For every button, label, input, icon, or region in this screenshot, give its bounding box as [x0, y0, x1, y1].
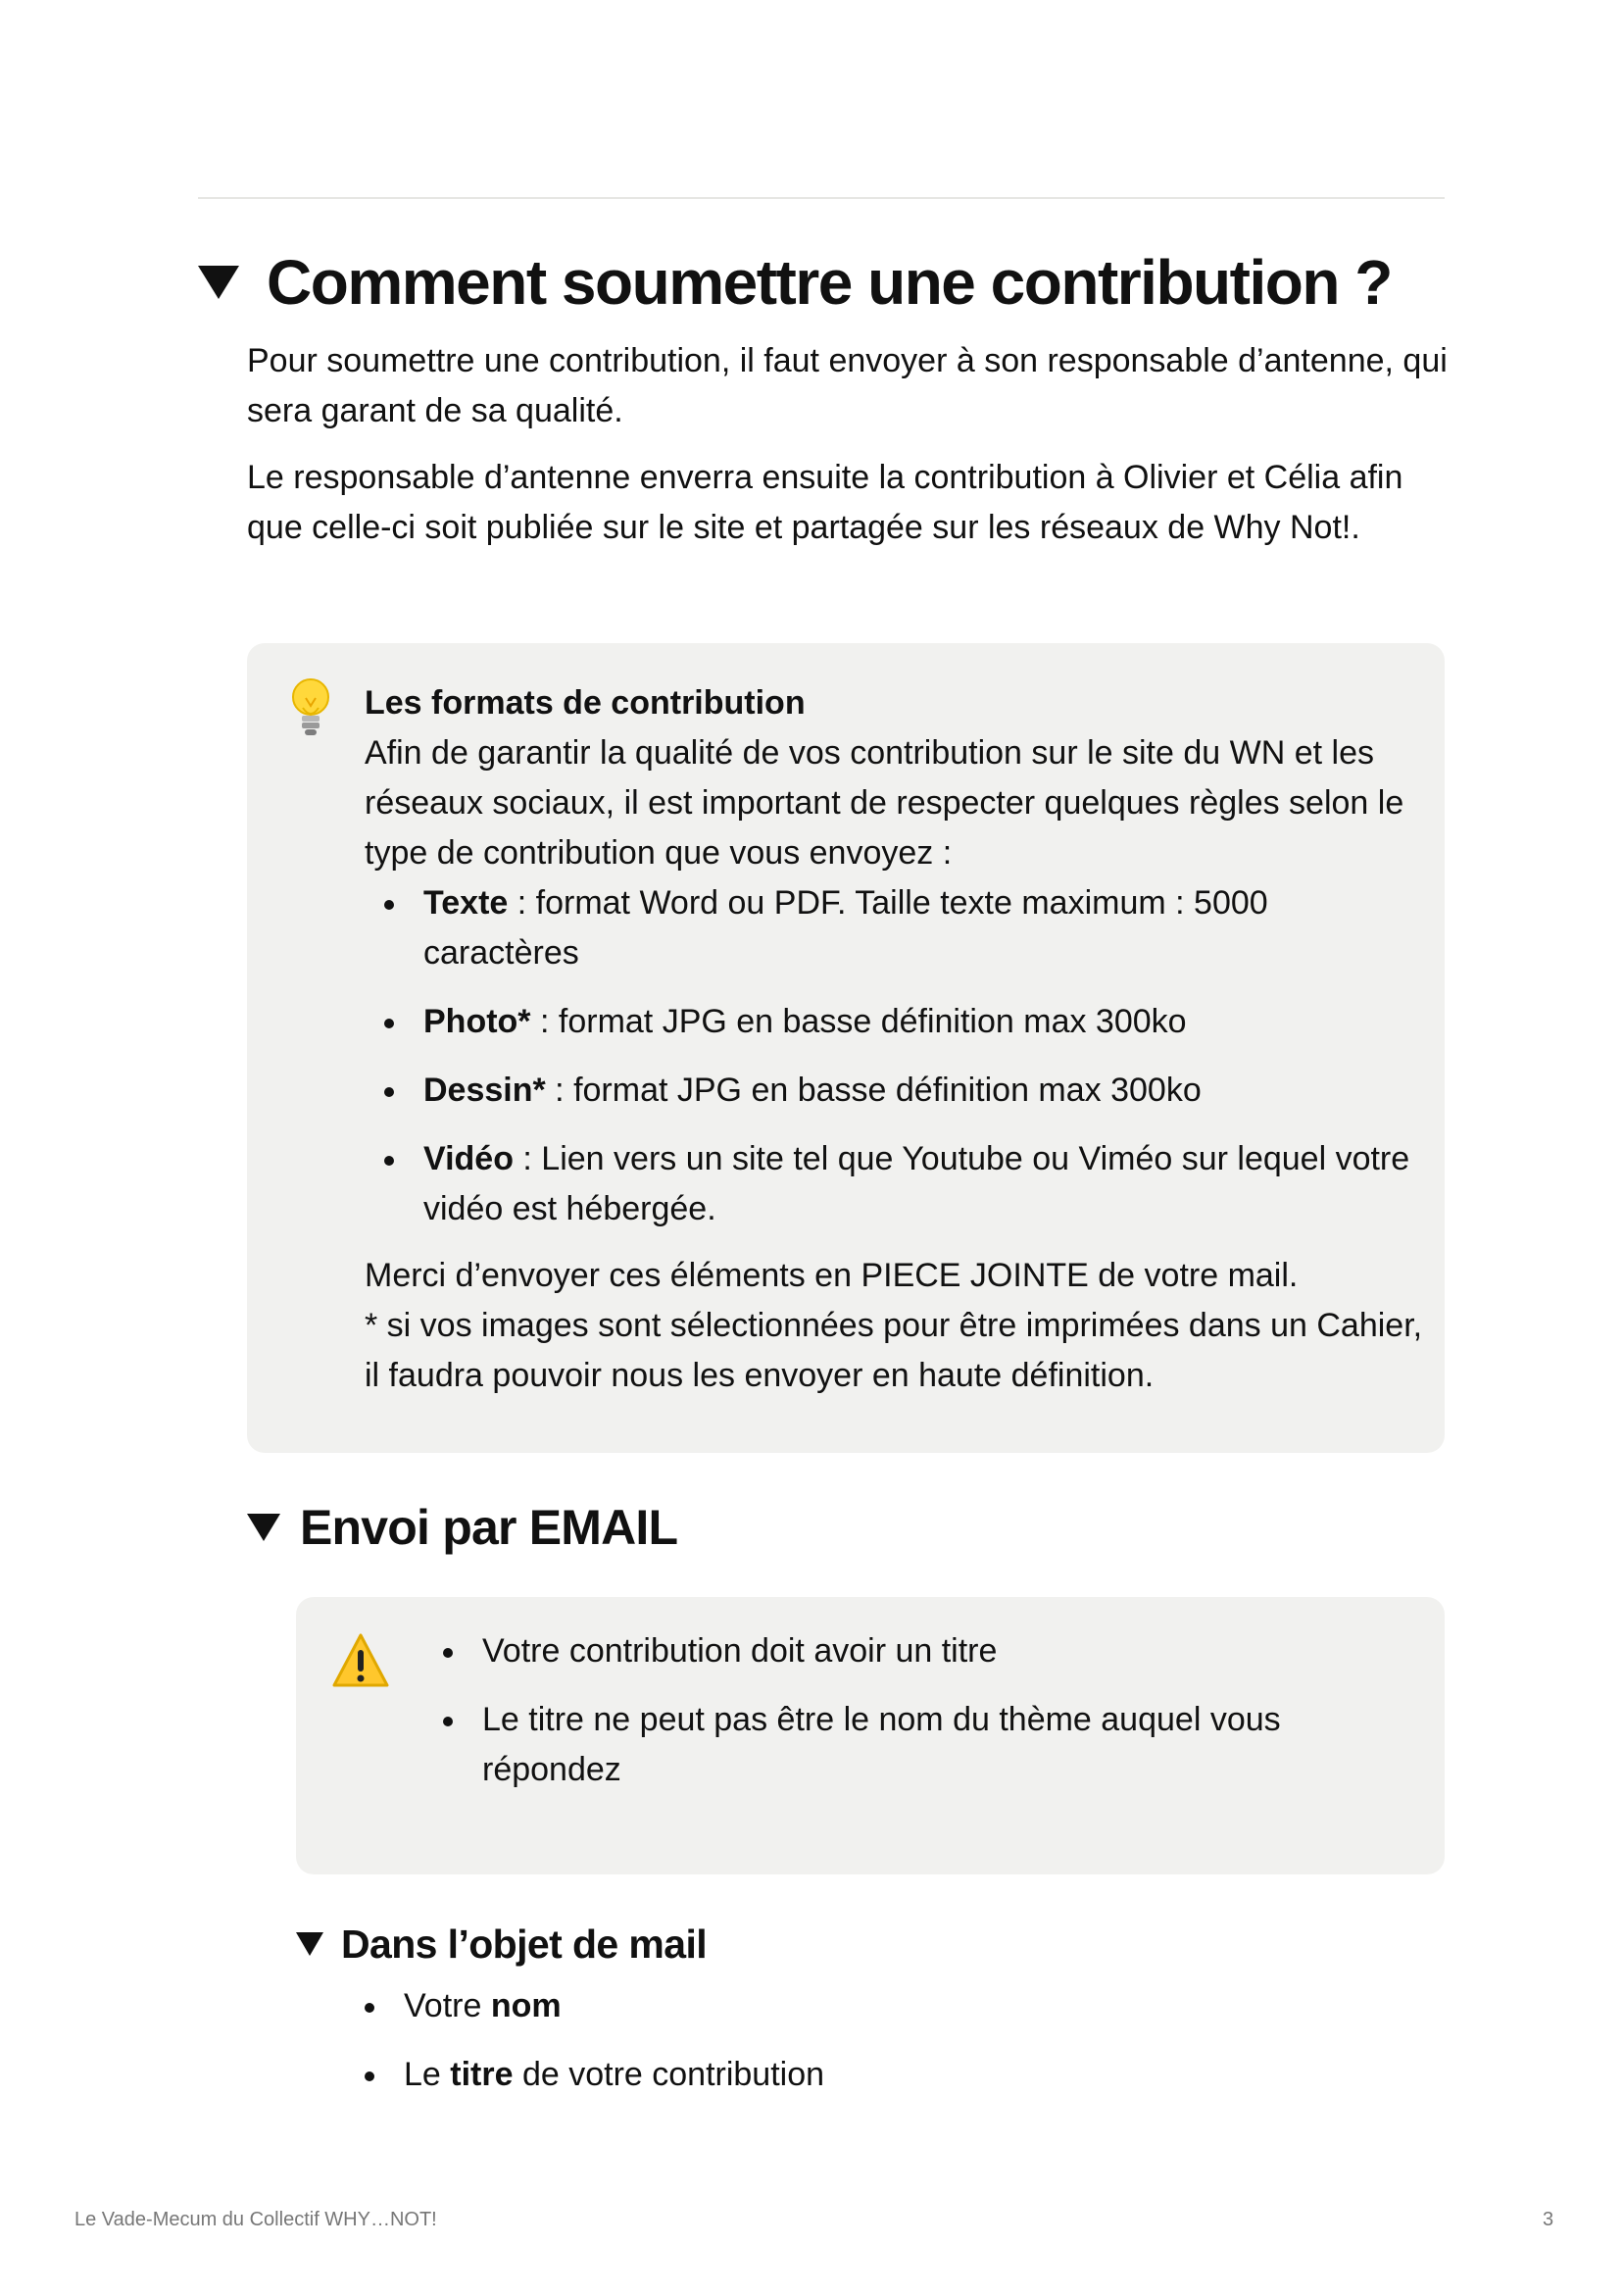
list-item [345, 1981, 1423, 2031]
formats-intro-text: Afin de garantir la qualité de vos contribution sur le site du WN et les réseaux sociaux, il est important de respecter quelques règles selon le type de contribution que vous envoyez : [365, 734, 1404, 872]
toggle-triangle-icon[interactable] [247, 1514, 280, 1541]
format-desc: : format Word ou PDF. Taille texte maximum : 5000 caractères [423, 884, 1268, 972]
attachment-note: Merci d’envoyer ces éléments en PIECE JOINTE de votre mail. [365, 1257, 1299, 1294]
mail-subject-list [345, 1981, 1423, 2119]
heading-title: Comment soumettre une contribution ? [267, 247, 1392, 318]
intro-paragraph-2: Le responsable d’antenne enverra ensuite la contribution à Olivier et Célia afin que celle-ci soit publiée sur le site et partagée sur les réseaux de Why Not!. [247, 459, 1403, 546]
formats-title: Les formats de contribution [365, 684, 806, 722]
item-text: Votre [404, 1987, 491, 2024]
item-bold: nom [490, 1987, 562, 2024]
format-desc: : Lien vers un site tel que Youtube ou Viméo sur lequel votre vidéo est hébergée. [423, 1140, 1410, 1227]
list-item: Votre contribution doit avoir un titre [423, 1626, 1403, 1676]
warning-callout [296, 1597, 1445, 1874]
formats-callout [247, 643, 1445, 1453]
list-item [345, 2050, 1423, 2100]
toggle-heading-submit-contribution[interactable] [198, 245, 1392, 320]
toggle-triangle-icon[interactable] [296, 1932, 323, 1956]
heading-title: Envoi par EMAIL [300, 1500, 678, 1555]
lightbulb-icon [286, 676, 335, 741]
list-item [365, 1134, 1423, 1234]
list-item [365, 878, 1423, 978]
item-bold: titre [450, 2056, 514, 2093]
list-item [365, 1066, 1423, 1116]
list-item: Le titre ne peut pas être le nom du thème auquel vous répondez [423, 1695, 1403, 1795]
heading-title: Dans l’objet de mail [341, 1921, 708, 1967]
list-item [365, 997, 1423, 1047]
format-term: Dessin* [423, 1072, 546, 1109]
format-desc: : format JPG en basse définition max 300ko [530, 1003, 1187, 1040]
page-number: 3 [1543, 2209, 1554, 2230]
toggle-heading-email[interactable] [247, 1498, 677, 1557]
item-text: Le [404, 2056, 451, 2093]
item-text: de votre contribution [513, 2056, 825, 2093]
formats-callout-body [365, 678, 1423, 1401]
intro-paragraph-1: Pour soumettre une contribution, il faut envoyer à son responsable d’antenne, qui sera garant de sa qualité. [247, 342, 1448, 429]
format-term: Vidéo [423, 1140, 514, 1177]
hd-note: * si vos images sont sélectionnées pour être imprimées dans un Cahier, il faudra pouvoir nous les envoyer en haute définition. [365, 1307, 1423, 1394]
warning-list [423, 1626, 1403, 1814]
footer-document-title: Le Vade-Mecum du Collectif WHY…NOT! [74, 2209, 437, 2230]
formats-list [365, 878, 1423, 1234]
toggle-triangle-icon[interactable] [198, 266, 239, 299]
format-term: Photo* [423, 1003, 531, 1040]
format-desc: : format JPG en basse définition max 300ko [545, 1072, 1202, 1109]
format-term: Texte [423, 884, 509, 922]
toggle-heading-mail-subject[interactable] [296, 1920, 707, 1969]
warning-icon [331, 1632, 390, 1689]
top-divider [198, 197, 1445, 199]
formats-note [365, 1251, 1423, 1401]
